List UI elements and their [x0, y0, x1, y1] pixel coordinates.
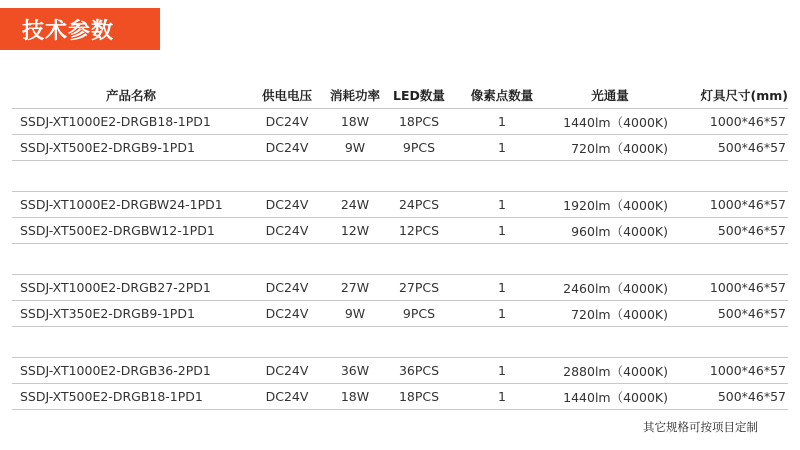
table-row — [12, 192, 788, 218]
cell-dimensions: 500*46*57 — [668, 135, 788, 161]
cell-pixel-count: 1 — [452, 218, 552, 244]
cell-pixel-count: 1 — [452, 192, 552, 218]
cell-model: SSDJ-XT500E2-DRGB9-1PD1 — [12, 135, 250, 161]
cell-model: SSDJ-XT350E2-DRGB9-1PD1 — [12, 301, 250, 327]
group-spacer — [12, 161, 788, 192]
table-row — [12, 218, 788, 244]
table-row — [12, 275, 788, 301]
cell-luminous-flux: 720lm（4000K) — [552, 301, 668, 327]
footnote: 其它规格可按项目定制 — [643, 420, 758, 434]
cell-voltage: DC24V — [250, 109, 324, 135]
cell-led-count: 12PCS — [386, 218, 452, 244]
cell-led-count: 27PCS — [386, 275, 452, 301]
cell-pixel-count: 1 — [452, 275, 552, 301]
header-row — [12, 82, 788, 109]
cell-luminous-flux: 720lm（4000K) — [552, 135, 668, 161]
cell-voltage: DC24V — [250, 218, 324, 244]
cell-led-count: 9PCS — [386, 135, 452, 161]
cell-luminous-flux: 1920lm（4000K) — [552, 192, 668, 218]
header-pixel-count: 像素点数量 — [452, 82, 552, 109]
cell-led-count: 24PCS — [386, 192, 452, 218]
cell-model: SSDJ-XT1000E2-DRGB27-2PD1 — [12, 275, 250, 301]
spacer-cell — [12, 244, 788, 275]
header-led-count: LED数量 — [386, 82, 452, 109]
cell-dimensions: 1000*46*57 — [668, 358, 788, 384]
cell-power: 9W — [324, 301, 386, 327]
header-power: 消耗功率 — [324, 82, 386, 109]
cell-luminous-flux: 960lm（4000K) — [552, 218, 668, 244]
cell-model: SSDJ-XT1000E2-DRGBW24-1PD1 — [12, 192, 250, 218]
cell-power: 12W — [324, 218, 386, 244]
cell-model: SSDJ-XT500E2-DRGB18-1PD1 — [12, 384, 250, 410]
header-model: 产品名称 — [12, 82, 250, 109]
table-row — [12, 301, 788, 327]
spacer-cell — [12, 161, 788, 192]
cell-voltage: DC24V — [250, 384, 324, 410]
cell-dimensions: 1000*46*57 — [668, 109, 788, 135]
cell-power: 36W — [324, 358, 386, 384]
cell-pixel-count: 1 — [452, 384, 552, 410]
cell-led-count: 18PCS — [386, 109, 452, 135]
cell-model: SSDJ-XT1000E2-DRGB36-2PD1 — [12, 358, 250, 384]
cell-pixel-count: 1 — [452, 109, 552, 135]
header-dimensions: 灯具尺寸(mm) — [668, 82, 788, 109]
table-row — [12, 135, 788, 161]
cell-model: SSDJ-XT500E2-DRGBW12-1PD1 — [12, 218, 250, 244]
cell-luminous-flux: 1440lm（4000K) — [552, 384, 668, 410]
cell-voltage: DC24V — [250, 358, 324, 384]
cell-dimensions: 500*46*57 — [668, 384, 788, 410]
header-luminous-flux: 光通量 — [552, 82, 668, 109]
cell-power: 18W — [324, 109, 386, 135]
group-spacer — [12, 244, 788, 275]
cell-power: 24W — [324, 192, 386, 218]
cell-voltage: DC24V — [250, 192, 324, 218]
cell-luminous-flux: 1440lm（4000K) — [552, 109, 668, 135]
cell-power: 9W — [324, 135, 386, 161]
cell-voltage: DC24V — [250, 275, 324, 301]
cell-led-count: 36PCS — [386, 358, 452, 384]
table-row — [12, 358, 788, 384]
spacer-cell — [12, 327, 788, 358]
cell-luminous-flux: 2880lm（4000K) — [552, 358, 668, 384]
cell-voltage: DC24V — [250, 135, 324, 161]
spec-table — [12, 82, 788, 410]
cell-power: 18W — [324, 384, 386, 410]
table-row — [12, 384, 788, 410]
cell-pixel-count: 1 — [452, 301, 552, 327]
page-title: 技术参数 — [22, 18, 115, 44]
group-spacer — [12, 327, 788, 358]
cell-model: SSDJ-XT1000E2-DRGB18-1PD1 — [12, 109, 250, 135]
header-voltage: 供电电压 — [250, 82, 324, 109]
table-row — [12, 109, 788, 135]
cell-dimensions: 1000*46*57 — [668, 275, 788, 301]
cell-luminous-flux: 2460lm（4000K) — [552, 275, 668, 301]
cell-dimensions: 1000*46*57 — [668, 192, 788, 218]
cell-led-count: 9PCS — [386, 301, 452, 327]
cell-voltage: DC24V — [250, 301, 324, 327]
cell-pixel-count: 1 — [452, 358, 552, 384]
cell-pixel-count: 1 — [452, 135, 552, 161]
cell-dimensions: 500*46*57 — [668, 218, 788, 244]
cell-dimensions: 500*46*57 — [668, 301, 788, 327]
title-banner — [0, 8, 160, 50]
cell-power: 27W — [324, 275, 386, 301]
cell-led-count: 18PCS — [386, 384, 452, 410]
